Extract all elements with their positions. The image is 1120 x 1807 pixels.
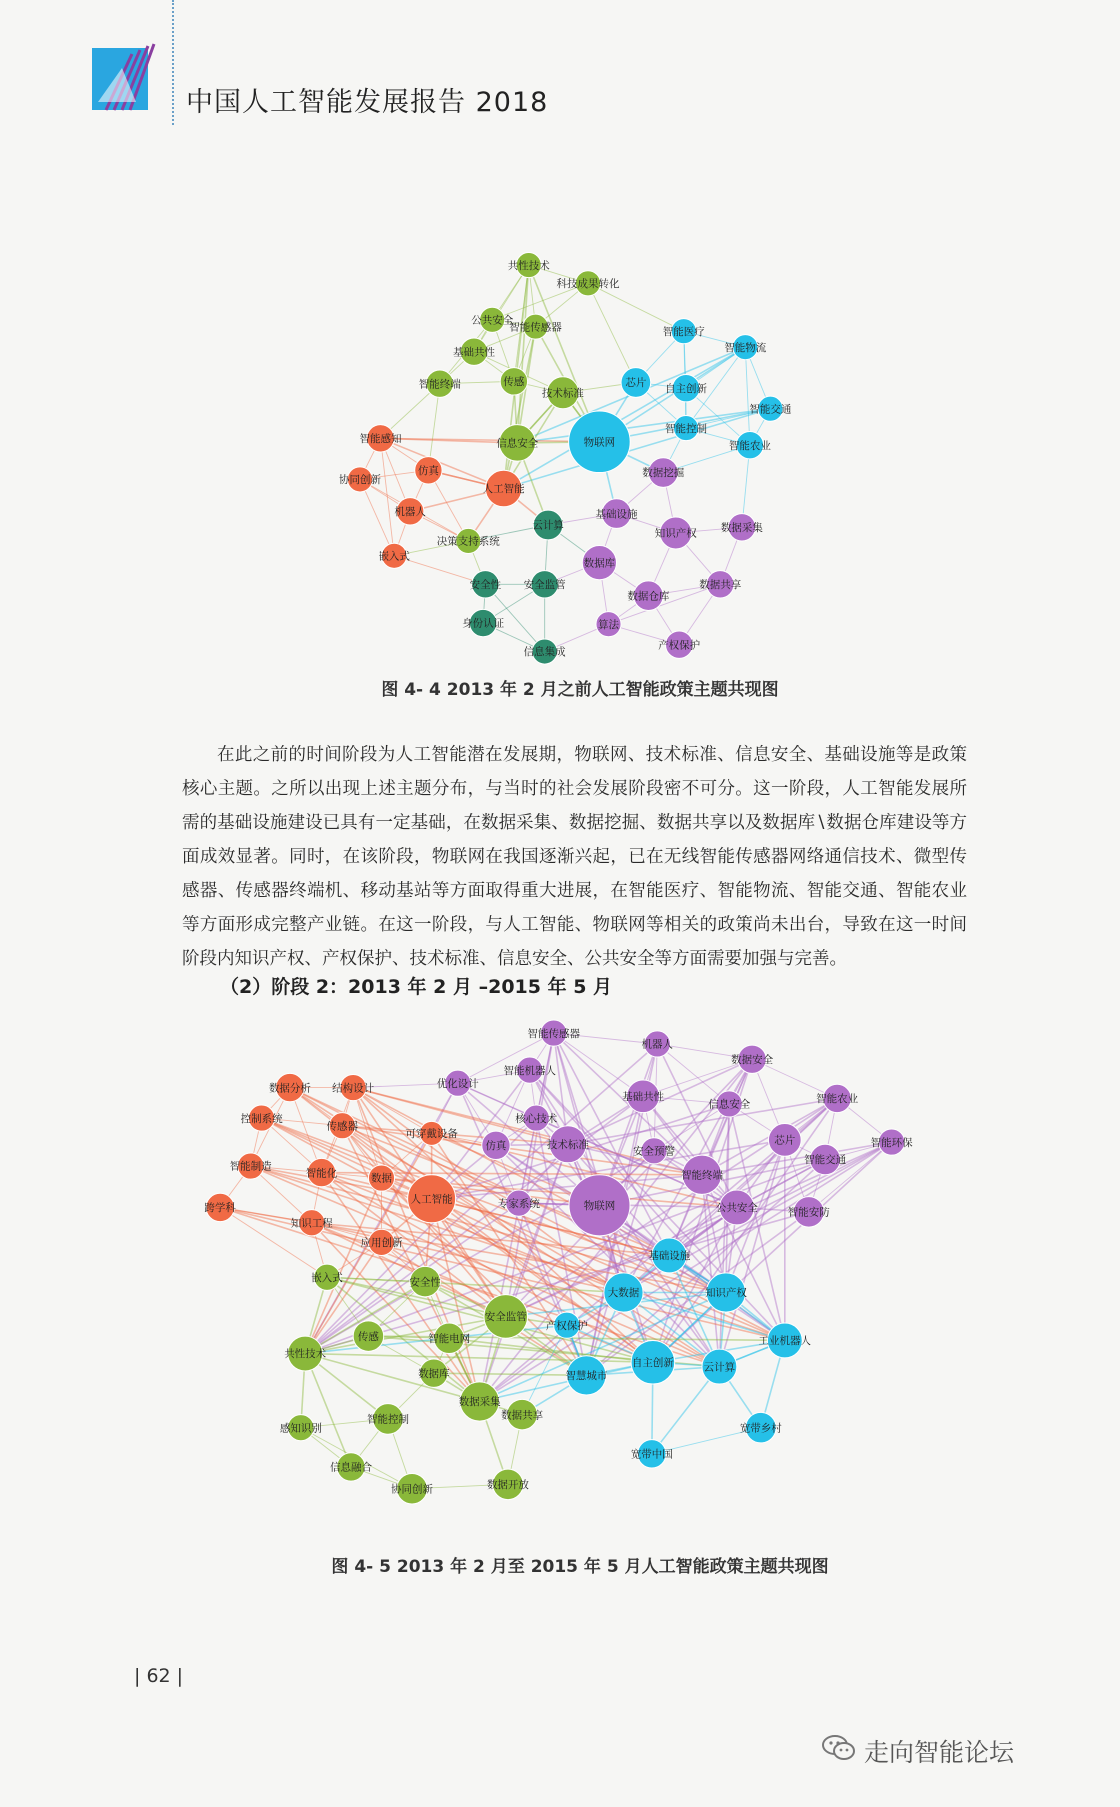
node-label: 公共安全: [715, 1202, 758, 1215]
node-label: 数据库: [418, 1367, 450, 1380]
node-label: 智能医疗: [662, 325, 705, 338]
node-label: 数据分析: [268, 1082, 311, 1095]
node-label: 基础共性: [622, 1090, 665, 1103]
node-label: 可穿戴设备: [405, 1128, 458, 1141]
node-label: 身份认证: [462, 617, 505, 630]
node-label: 安全预警: [633, 1145, 675, 1158]
node-label: 传感: [357, 1330, 379, 1343]
node-label: 基础共性: [453, 346, 495, 359]
node-label: 机器人: [394, 505, 426, 518]
node-label: 信息安全: [708, 1098, 751, 1111]
node-label: 宽带中国: [630, 1448, 673, 1461]
node-label: 产权保护: [658, 639, 701, 652]
node-label: 数据挖掘: [642, 467, 685, 480]
watermark-text: 走向智能论坛: [864, 1738, 1015, 1767]
node-label: 数据: [371, 1172, 392, 1185]
section-subheading: （2）阶段 2：2013 年 2 月 –2015 年 5 月: [220, 976, 613, 998]
node-label: 智能终端: [418, 378, 461, 391]
node-label: 共性技术: [284, 1348, 327, 1361]
node-label: 传感: [503, 376, 525, 389]
node-label: 芯片: [774, 1134, 796, 1147]
node-label: 信息安全: [496, 437, 539, 450]
edge: [382, 1242, 587, 1375]
node-label: 基础设施: [595, 508, 638, 521]
node-label: 数据采集: [458, 1396, 501, 1409]
edge: [434, 1373, 587, 1375]
node-label: 决策支持系统: [436, 535, 500, 548]
node-label: 算法: [598, 618, 620, 631]
watermark: [822, 1733, 1014, 1769]
node-label: 数据库: [583, 557, 616, 570]
node-label: 共性技术: [507, 259, 550, 272]
node-label: 信息集成: [523, 646, 566, 659]
node-label: 知识工程: [290, 1217, 333, 1230]
node-label: 信息融合: [329, 1461, 372, 1474]
node-label: 科技成果转化: [556, 277, 620, 290]
figure-4-5-network: [190, 1000, 970, 1520]
node-label: 数据安全: [731, 1053, 774, 1066]
page-number: | 62 |: [134, 1665, 184, 1687]
node-label: 产权保护: [545, 1319, 588, 1332]
node-label: 跨学科: [204, 1202, 236, 1215]
node-label: 数据仓库: [627, 590, 670, 603]
node-label: 智能交通: [804, 1154, 847, 1167]
node-label: 协同创新: [339, 474, 381, 487]
node-label: 应用创新: [360, 1237, 403, 1250]
node-label: 核心技术: [515, 1112, 558, 1125]
node-label: 智慧城市: [565, 1370, 608, 1383]
node-label: 优化设计: [436, 1077, 479, 1090]
node-label: 智能农业: [816, 1093, 859, 1106]
node-label: 安全监管: [523, 578, 566, 591]
figure-4-5-caption: 图 4- 5 2013 年 2 月至 2015 年 5 月人工智能政策主题共现图: [331, 1557, 829, 1577]
node-label: 云计算: [703, 1361, 736, 1374]
node-label: 数据共享: [501, 1409, 544, 1422]
node-label: 智能安防: [787, 1206, 830, 1219]
node-label: 智能电网: [428, 1332, 471, 1345]
node-label: 宽带乡村: [739, 1422, 782, 1435]
node-label: 基础设施: [648, 1250, 691, 1263]
node-label: 仿真: [417, 464, 439, 477]
header-title: 中国人工智能发展报告 2018: [186, 87, 549, 118]
node-label: 公共安全: [471, 314, 514, 327]
node-label: 大数据: [607, 1287, 640, 1300]
node-label: 数据开放: [486, 1479, 529, 1492]
node-label: 智能物流: [724, 341, 767, 354]
node-label: 工业机器人: [758, 1335, 812, 1348]
edge: [588, 283, 636, 382]
node-label: 智能控制: [665, 422, 708, 435]
node-label: 安全监管: [484, 1311, 527, 1324]
node-label: 智能机器人: [503, 1064, 556, 1077]
node-label: 智能制造: [229, 1160, 272, 1173]
publisher-logo: [92, 40, 156, 112]
node-label: 知识产权: [654, 527, 697, 540]
node-label: 传感器: [326, 1120, 359, 1133]
node-label: 机器人: [641, 1038, 674, 1051]
node-label: 智能感知: [359, 433, 402, 446]
node-label: 自主创新: [665, 382, 708, 395]
node-label: 安全性: [469, 578, 502, 591]
edge: [745, 347, 750, 445]
edge: [305, 1354, 653, 1363]
edge: [381, 438, 504, 488]
node-label: 智能传感器: [509, 321, 562, 334]
node-label: 智能控制: [367, 1413, 410, 1426]
node-label: 人工智能: [482, 483, 525, 496]
node-label: 自主创新: [631, 1356, 674, 1369]
node-label: 芯片: [625, 377, 647, 390]
node-label: 智能终端: [680, 1169, 723, 1182]
node-label: 智能交通: [749, 403, 792, 416]
edge: [305, 1354, 479, 1402]
node-label: 嵌入式: [378, 550, 410, 563]
node-label: 知识产权: [704, 1287, 747, 1300]
node-label: 智能化: [305, 1167, 338, 1180]
body-paragraph: 在此之前的时间阶段为人工智能潜在发展期，物联网、技术标准、信息安全、基础设施等是政策核心主题。之所以出现上述主题分布，与当时的社会发展阶段密不可分。这一阶段，人工智能发展所需的基础设施建设已具有一定基础，在数据采集、数据挖掘、数据共享以及数据库∖数据仓库建设等方面成效显著。同时，在该阶段，物联网在我国逐渐兴起，已在无线智能传感器网络通信技术、微型传感器、传感器终端机、移动基站等方面取得重大进展，在智能医疗、智能物流、智能交通、智能农业等方面形成完整产业链。在这一阶段，与人工智能、物联网等相关的政策尚未出台，导致在这一时间阶段内知识产权、产权保护、技术标准、信息安全、公共安全等方面需要加强与完善。: [182, 745, 967, 969]
node-label: 安全性: [409, 1276, 441, 1289]
node-label: 感知识别: [279, 1422, 322, 1435]
node-label: 人工智能: [410, 1193, 453, 1206]
node-label: 云计算: [532, 519, 564, 532]
node-label: 技术标准: [546, 1138, 589, 1151]
node-label: 数据共享: [699, 578, 742, 591]
node-label: 嵌入式: [311, 1271, 343, 1284]
node-label: 物联网: [583, 1199, 616, 1212]
figure-4-4-network: [320, 225, 840, 659]
node-label: 技术标准: [541, 387, 584, 400]
node-label: 智能环保: [870, 1136, 913, 1149]
node-label: 物联网: [583, 436, 616, 449]
node-label: 数据采集: [720, 521, 763, 534]
node-label: 协同创新: [391, 1483, 434, 1496]
node-label: 控制系统: [240, 1112, 283, 1125]
edge: [305, 1354, 351, 1467]
node-label: 仿真: [485, 1140, 507, 1153]
node-label: 结构设计: [332, 1082, 375, 1095]
node-label: 智能农业: [728, 439, 771, 452]
header-divider: [172, 0, 174, 125]
wechat-icon: [822, 1734, 856, 1768]
edge: [588, 283, 684, 331]
node-label: 智能传感器: [527, 1027, 580, 1040]
figure-4-4-caption: 图 4- 4 2013 年 2 月之前人工智能政策主题共现图: [381, 680, 779, 700]
node-label: 专家系统: [497, 1197, 540, 1210]
